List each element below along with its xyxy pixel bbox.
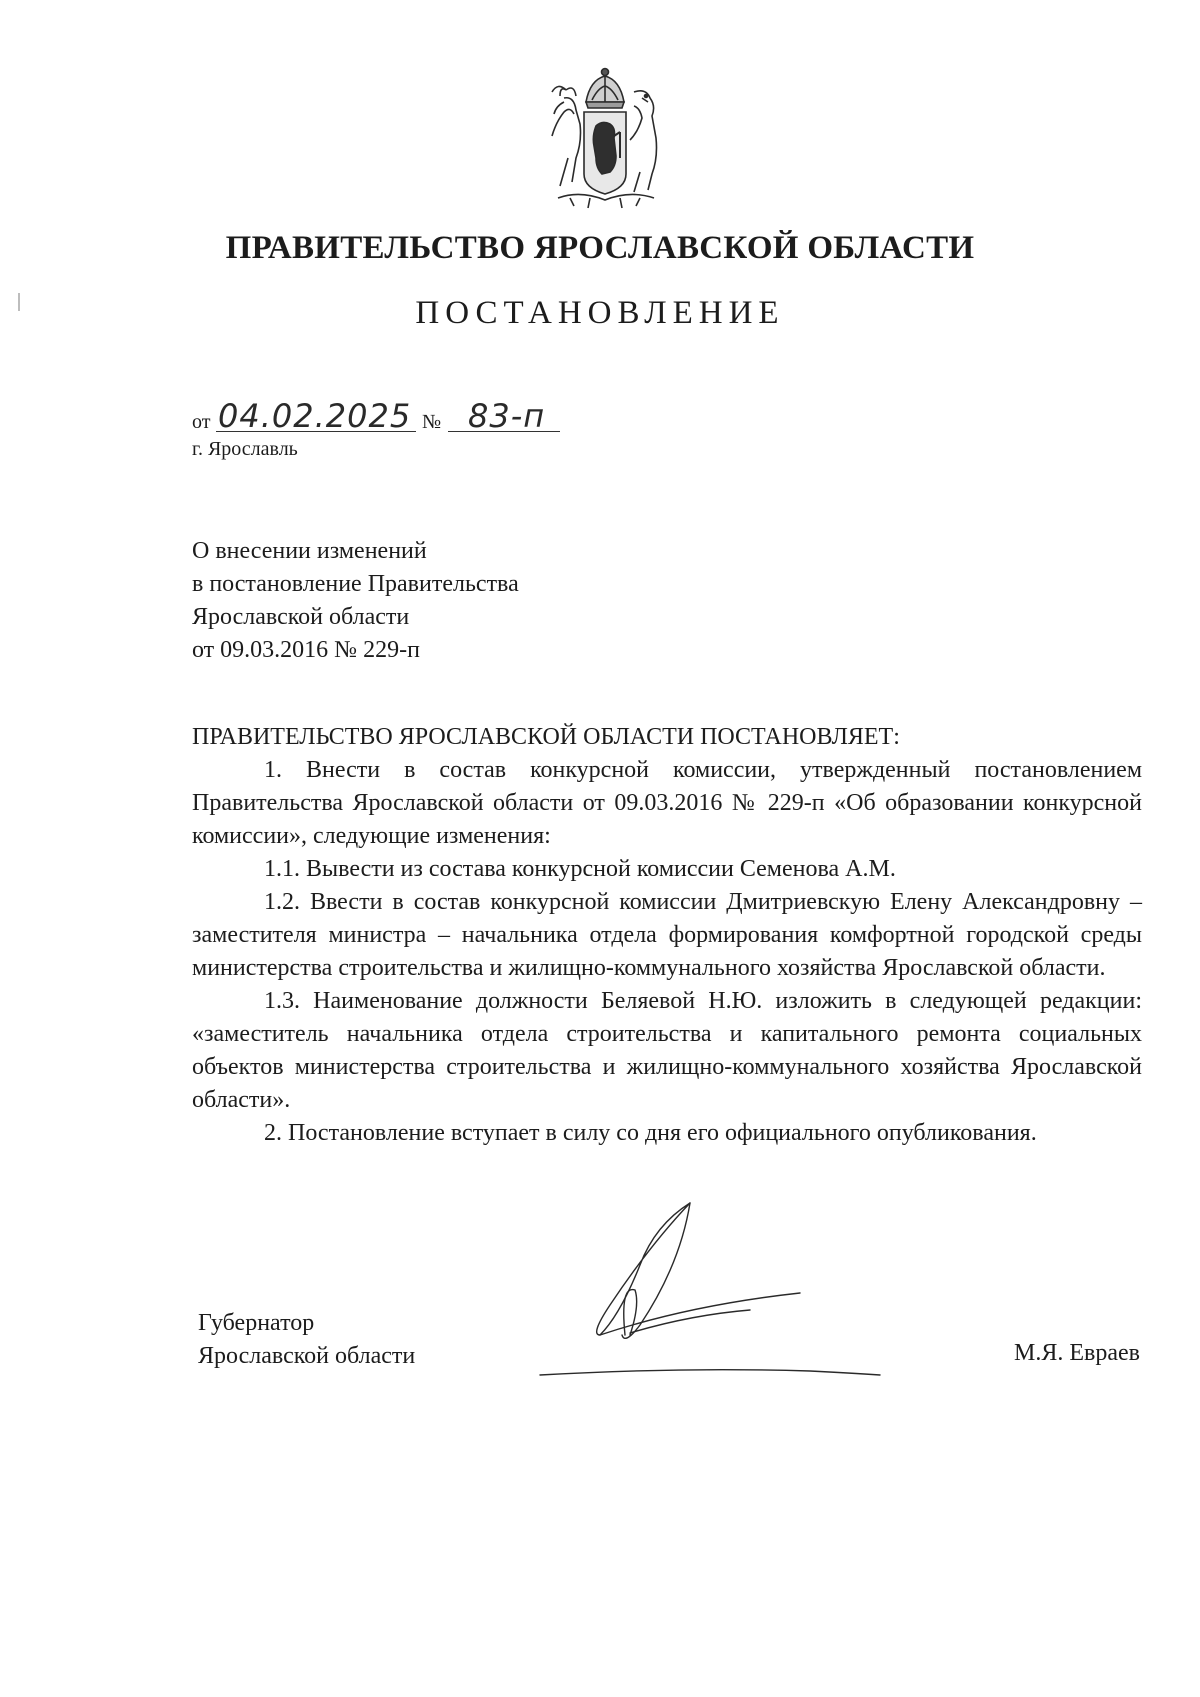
- date-underline: [216, 431, 416, 432]
- subject-block: [192, 535, 519, 667]
- document-type: ПОСТАНОВЛЕНИЕ: [415, 295, 785, 331]
- dateline: [192, 398, 612, 438]
- subject-line: Ярославской области: [192, 604, 410, 630]
- paragraph-1-2: 1.2. Ввести в состав конкурсной комиссии Дмитриевскую Елену Александровну – заместителя министра – начальника отдела формирования комфортной городской среды министерства строительства и жилищно-коммунального хозяйства Ярославской области.: [192, 889, 1142, 981]
- number-underline: [448, 431, 560, 432]
- paragraph-1-3: 1.3. Наименование должности Беляевой Н.Ю. изложить в следующей редакции: «заместитель начальника отдела строительства и капитального ремонта социальных объектов министерства строительства и жилищно-коммунального хозяйства Ярославской области».: [192, 988, 1142, 1113]
- resolution-body: [192, 721, 1142, 1150]
- number-prefix: №: [422, 411, 442, 433]
- scan-artifact: [18, 293, 20, 311]
- subject-line: от 09.03.2016 № 229-п: [192, 637, 420, 663]
- position-line: Ярославской области: [198, 1343, 416, 1369]
- signatory-position: [198, 1307, 415, 1373]
- paragraph-1-1: 1.1. Вывести из состава конкурсной комиссии Семенова А.М.: [264, 856, 896, 882]
- organization-title: ПРАВИТЕЛЬСТВО ЯРОСЛАВСКОЙ ОБЛАСТИ: [225, 230, 975, 266]
- subject-line: О внесении изменений: [192, 538, 427, 564]
- coat-of-arms-icon: [530, 62, 680, 212]
- handwritten-signature-icon: [530, 1185, 930, 1405]
- number-value: 83-п: [468, 397, 546, 435]
- paragraph-1: 1. Внести в состав конкурсной комиссии, утвержденный постановлением Правительства Ярославской области от 09.03.2016 № 229-п «Об образовании конкурсной комиссии», следующие изменения:: [192, 757, 1142, 849]
- resolution-lead: ПРАВИТЕЛЬСТВО ЯРОСЛАВСКОЙ ОБЛАСТИ ПОСТАНОВЛЯЕТ:: [192, 724, 900, 750]
- subject-line: в постановление Правительства: [192, 571, 519, 597]
- position-line: Губернатор: [198, 1310, 315, 1336]
- signatory-name: М.Я. Евраев: [1014, 1340, 1140, 1366]
- date-value: 04.02.2025: [218, 397, 412, 435]
- date-prefix: от: [192, 411, 211, 433]
- paragraph-2: 2. Постановление вступает в силу со дня его официального опубликования.: [264, 1120, 1037, 1146]
- city: г. Ярославль: [192, 438, 298, 460]
